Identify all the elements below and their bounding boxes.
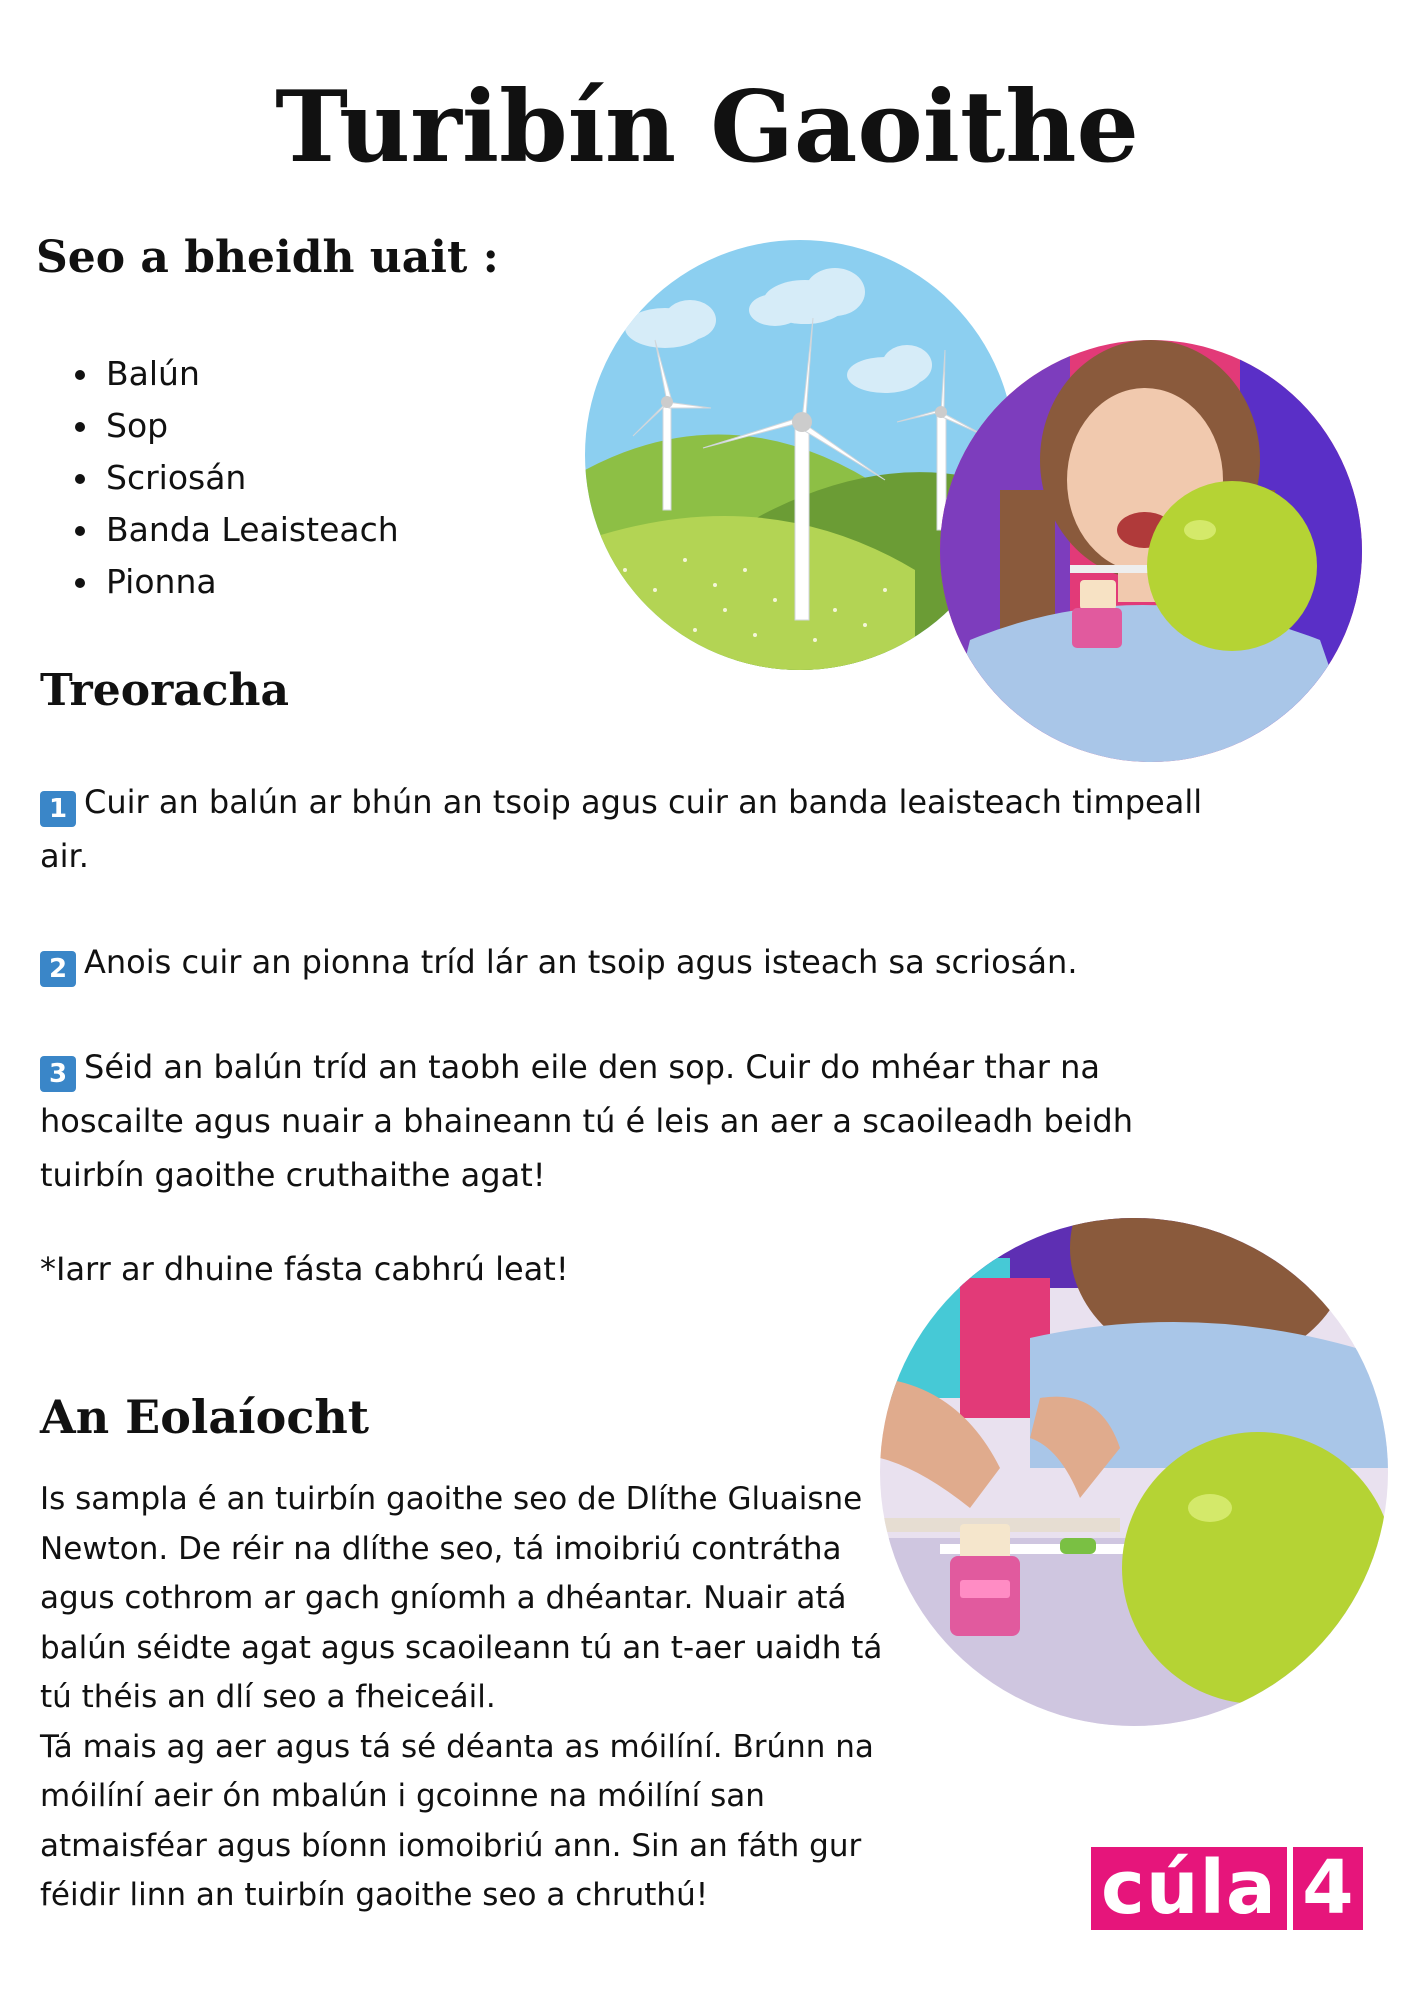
step-3 — [40, 1040, 1230, 1202]
science-paragraph: Tá mais ag aer agus tá sé déanta as móilíní. Brúnn na móilíní aeir ón mbalún i gcoinne na móilíní san atmaisféar agus bíonn iomoibriú ann. Sin an fáth gur féidir linn an tuirbín gaoithe seo a chruthú! — [40, 1728, 874, 1913]
science-text — [40, 1475, 890, 1921]
list-item: • Banda Leaisteach — [102, 504, 399, 556]
step-text: Anois cuir an pionna tríd lár an tsoip agus isteach sa scriosán. — [84, 943, 1078, 981]
adult-help-note: *Iarr ar dhuine fásta cabhrú leat! — [40, 1250, 569, 1288]
step-1 — [40, 775, 1230, 883]
page-title: Turibín Gaoithe — [275, 70, 1139, 185]
needs-heading: Seo a bheidh uait : — [36, 232, 499, 283]
list-item: • Sop — [102, 400, 399, 452]
science-paragraph: Is sampla é an tuirbín gaoithe seo de Dlíthe Gluaisne Newton. De réir na dlíthe seo, tá imoibriú contrátha agus cothrom ar gach gníomh a dhéantar. Nuair atá balún séidte agat agus scaoileann tú an t-aer uaidh tá tú théis an dlí seo a fheiceáil. — [40, 1481, 883, 1715]
science-heading: An Eolaíocht — [40, 1390, 370, 1444]
step-number-badge: 1 — [40, 791, 76, 827]
logo-digit: 4 — [1293, 1847, 1363, 1930]
presenter-photo — [940, 340, 1362, 762]
step-2 — [40, 935, 1230, 989]
step-number-badge: 2 — [40, 951, 76, 987]
cula4-logo — [1091, 1847, 1363, 1930]
step-number-badge: 3 — [40, 1056, 76, 1092]
list-item: • Scriosán — [102, 452, 399, 504]
step-text: Séid an balún tríd an taobh eile den sop. Cuir do mhéar thar na hoscailte agus nuair a bhaineann tú é leis an aer a scaoileadh beidh tuirbín gaoithe cruthaithe agat! — [40, 1048, 1133, 1194]
logo-word: cúla — [1091, 1847, 1287, 1930]
step-text: Cuir an balún ar bhún an tsoip agus cuir an banda leaisteach timpeall air. — [40, 783, 1203, 875]
materials-list — [70, 348, 399, 608]
experiment-photo — [880, 1218, 1388, 1726]
instructions-heading: Treoracha — [40, 665, 290, 716]
list-item: • Balún — [102, 348, 399, 400]
list-item: • Pionna — [102, 556, 399, 608]
